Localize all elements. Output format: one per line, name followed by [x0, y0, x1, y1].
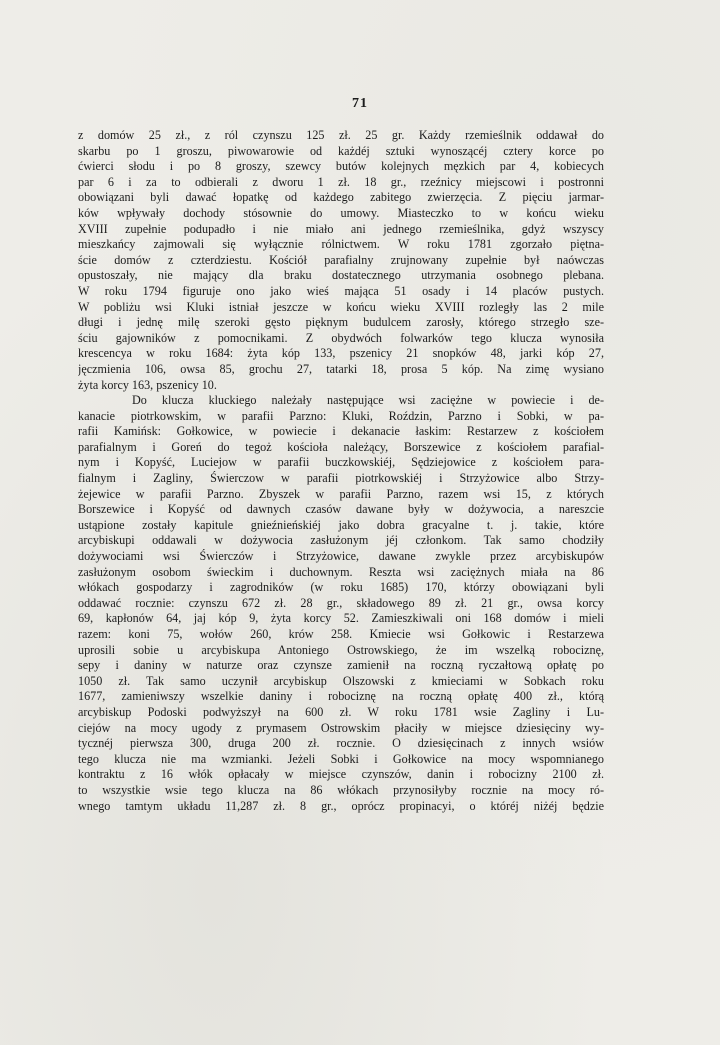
- text-line: opustoszały, nie mający dla braku dostatecznego utrzymania osobnego plebana.: [78, 268, 604, 283]
- text-line: W pobliżu wsi Kluki istniał jeszcze w końcu wieku XVIII rozległy las 2 mile: [78, 299, 604, 314]
- text-line: ście domów z czterdziestu. Kościół parafialny zrujnowany zupełnie był naówczas: [78, 252, 604, 267]
- text-body: [78, 128, 604, 814]
- text-line: wnego tamtym układu 11,287 zł. 8 gr., oprócz propinacyi, o któréj niżéj będzie: [78, 798, 604, 813]
- text-line: obowiązani byli dawać łopatkę od każdego zabitego zwierzęcia. Z pięciu jarmar-: [78, 190, 604, 205]
- text-line: sepy i daniny w naturze oraz czynsze zamienił na roczną ryczałtową opłatę po: [78, 658, 604, 673]
- text-line: krescencya w roku 1684: żyta kóp 133, pszenicy 21 snopków 48, jarki kóp 27,: [78, 346, 604, 361]
- text-line: kontraktu z 16 włók opłacały w miejsce czynszów, danin i robocizny 2100 zł.: [78, 767, 604, 782]
- text-line: jęczmienia 106, owsa 85, grochu 27, tatarki 18, prosa 5 kóp. Na zimę wysiano: [78, 361, 604, 376]
- text-line: 1677, zamieniwszy wszelkie daniny i robociznę na roczną opłatę 400 zł., którą: [78, 689, 604, 704]
- text-line: XVIII zupełnie podupadło i nie miało ani jednego rzemieślnika, gdyż wszyscy: [78, 221, 604, 236]
- paragraph-end-line: żyta korcy 163, pszenicy 10.: [78, 377, 217, 392]
- text-line: ciejów na mocy ugody z prymasem Ostrowskim płaciły w miejsce dziesięciny wy-: [78, 720, 604, 735]
- text-line: z domów 25 zł., z ról czynszu 125 zł. 25 gr. Każdy rzemieślnik oddawał do: [78, 128, 604, 142]
- text-line: par 6 i za to odbierali z dworu 1 zł. 18 gr., rzeźnicy miejscowi i postronni: [78, 174, 604, 189]
- page-number: 71: [352, 96, 368, 111]
- text-line: ustąpione zostały kapitule gnieźnieńskiéj jako dobra gracyalne t. j. takie, które: [78, 517, 604, 532]
- text-line: żejewice w parafii Parzno. Zbyszek w parafii Parzno, razem wsi 15, z których: [78, 486, 604, 501]
- text-line: ków wpływały dochody stósownie do umowy. Miasteczko to w końcu wieku: [78, 205, 604, 220]
- paragraph-start-line: Do klucza kluckiego należały następujące wsi zaciężne w powiecie i de-: [132, 393, 604, 408]
- text-line: tego klucza nie ma wzmianki. Jeżeli Sobki i Gołkowice na mocy wspomnianego: [78, 751, 604, 766]
- text-line: 69, kapłonów 64, jaj kóp 9, żyta korcy 52. Zamieszkiwali oni 168 domów i mieli: [78, 611, 604, 626]
- text-line: tycznéj pierwsza 300, druga 200 zł. rocznie. O dziesięcinach z innych wsiów: [78, 736, 604, 751]
- text-line: ćwierci słodu i po 8 groszy, szewcy butów kolejnych męzkich par 4, kobiecych: [78, 159, 604, 174]
- text-line: długi i jednę milę szeroki gęsto pięknym budulcem zarosły, którego strzegło sze-: [78, 315, 604, 330]
- text-line: arcybiskupi oddawali w dożywocia zasłużonym jéj członkom. Tak samo chodziły: [78, 533, 604, 548]
- text-line: 1050 zł. Tak samo uczynił arcybiskup Olszowski z kmieciami w Sobkach roku: [78, 673, 604, 688]
- text-line: zasłużonym osobom świeckim i duchownym. Reszta wsi zaciężnych miała na 86: [78, 564, 604, 579]
- text-line: arcybiskup Podoski podwyższył na 600 zł. W roku 1781 wsie Zagliny i Lu-: [78, 704, 604, 719]
- text-line: dożywociami wsi Świerczów i Strzyżowice, dawane zwykle przez arcybiskupów: [78, 549, 604, 564]
- text-line: rafii Kamińsk: Gołkowice, w powiecie i dekanacie łaskim: Restarzew z kościołem: [78, 424, 604, 439]
- text-line: kanacie piotrkowskim, w parafii Parzno: Kluki, Roździn, Parzno i Sobki, w pa-: [78, 408, 604, 423]
- text-line: to wszystkie wsie tego klucza na 86 włókach przynosiłyby rocznie na mocy ró-: [78, 782, 604, 797]
- text-line: Borszewice i Kopyść od dawnych czasów dawane były w dożywocia, a nareszcie: [78, 502, 604, 517]
- text-line: fialnym i Zagliny, Świerczow w parafii piotrkowskiéj i Strzyżowice albo Strzy-: [78, 471, 604, 486]
- text-line: włókach gospodarzy i zagrodników (w roku 1685) 170, którzy obowiązani byli: [78, 580, 604, 595]
- text-line: W roku 1794 figuruje ono jako wieś mająca 51 osady i 14 placów pustych.: [78, 283, 604, 298]
- text-line: oddawać rocznie: czynszu 672 zł. 28 gr., składowego 89 zł. 21 gr., owsa korcy: [78, 595, 604, 610]
- text-line: skarbu po 1 groszu, piwowarowie od każdéj sztuki wynoszącéj cztery korce po: [78, 143, 604, 158]
- text-line: parafialnym i Goreń do tegoż kościoła należący, Borszewice z kościołem parafial-: [78, 439, 604, 454]
- text-line: razem: koni 75, wołów 260, krów 258. Kmiecie wsi Gołkowic i Restarzewa: [78, 627, 604, 641]
- text-line: nym i Kopyść, Luciejow w parafii buczkowskiéj, Sędziejowice z kościołem para-: [78, 455, 604, 470]
- text-line: uprosili sobie u arcybiskupa Antoniego Ostrowskiego, że im wszelką robociznę,: [78, 642, 604, 657]
- text-line: mieszkańcy zajmowali się wyłącznie rólnictwem. W roku 1781 zgorzało piętna-: [78, 237, 604, 252]
- text-line: ściu gajowników z pomocnikami. Z obydwóch folwarków tego klucza wynosiła: [78, 330, 604, 345]
